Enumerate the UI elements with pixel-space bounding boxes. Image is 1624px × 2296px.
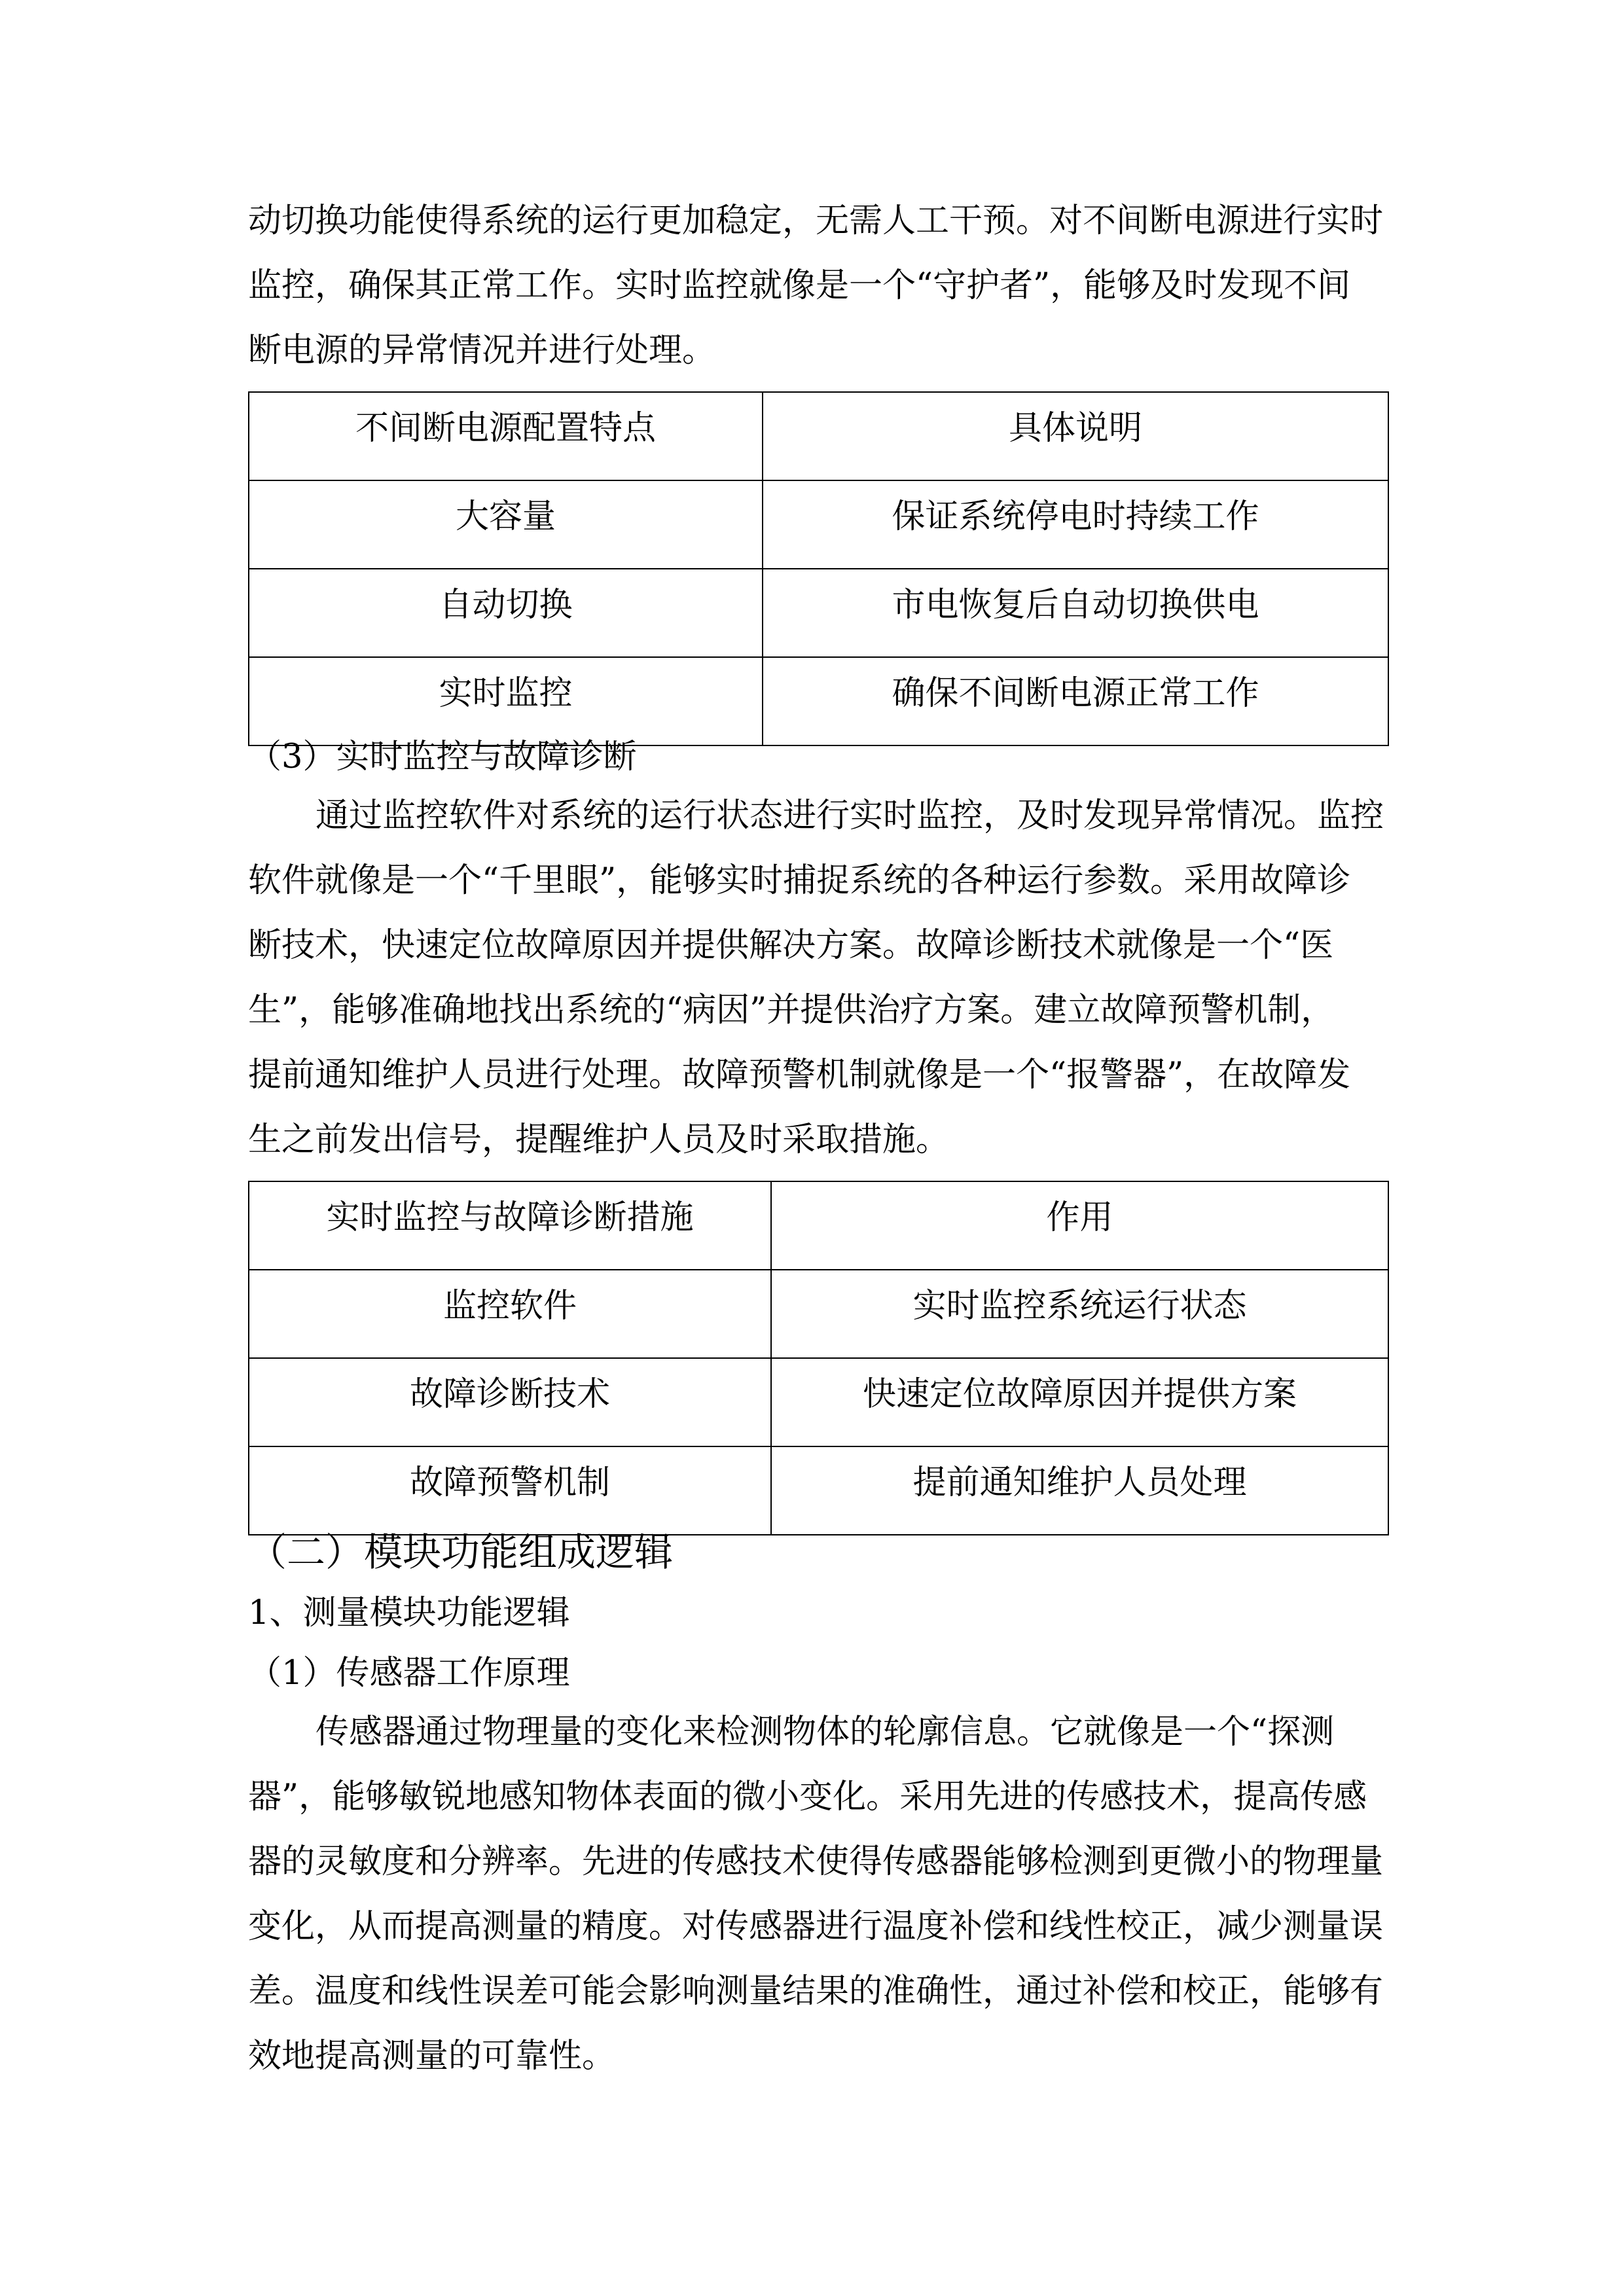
text-line: 传感器通过物理量的变化来检测物体的轮廓信息。它就像是一个“探测 (316, 1713, 1335, 1751)
text-line: 器的灵敏度和分辨率。先进的传感技术使得传感器能够检测到更微小的物理量 (248, 1842, 1384, 1881)
section-heading: （二）模块功能组成逻辑 (248, 1530, 674, 1575)
subsection-title: （1）传感器工作原理 (248, 1654, 570, 1693)
table-header-row (249, 1181, 1388, 1270)
table-cell: 实时监控 (249, 657, 763, 745)
table-header-cell: 作用 (771, 1181, 1388, 1270)
table-cell: 市电恢复后自动切换供电 (763, 569, 1388, 657)
table-cell: 自动切换 (249, 569, 763, 657)
table-header-row (249, 392, 1388, 480)
table-cell: 实时监控系统运行状态 (771, 1270, 1388, 1358)
table-header-cell: 具体说明 (763, 392, 1388, 480)
table-row (249, 1358, 1388, 1446)
table-cell: 监控软件 (249, 1270, 771, 1358)
ups-config-table (248, 391, 1389, 746)
text-line: 断技术，快速定位故障原因并提供解决方案。故障诊断技术就像是一个“医 (248, 926, 1334, 965)
table-cell: 故障预警机制 (249, 1446, 771, 1535)
section-title: （3）实时监控与故障诊断 (248, 738, 637, 776)
text-line: 差。温度和线性误差可能会影响测量结果的准确性，通过补偿和校正，能够有 (248, 1972, 1384, 2011)
text-line: 效地提高测量的可靠性。 (248, 2037, 616, 2075)
table-row (249, 1446, 1388, 1535)
text-line: 生之前发出信号，提醒维护人员及时采取措施。 (248, 1121, 950, 1159)
table-row (249, 569, 1388, 657)
subsection-heading: 1、测量模块功能逻辑 (248, 1594, 570, 1632)
text-line: 动切换功能使得系统的运行更加稳定，无需人工干预。对不间断电源进行实时 (248, 202, 1384, 240)
table-row (249, 480, 1388, 569)
monitoring-measures-table (248, 1181, 1389, 1535)
text-line: 器”，能够敏锐地感知物体表面的微小变化。采用先进的传感技术，提高传感 (248, 1778, 1367, 1816)
table-cell: 保证系统停电时持续工作 (763, 480, 1388, 569)
table-header-cell: 实时监控与故障诊断措施 (249, 1181, 771, 1270)
table-cell: 故障诊断技术 (249, 1358, 771, 1446)
text-line: 生”，能够准确地找出系统的“病因”并提供治疗方案。建立故障预警机制， (248, 991, 1335, 1030)
text-line: 变化，从而提高测量的精度。对传感器进行温度补偿和线性校正，减少测量误 (248, 1907, 1384, 1946)
table-cell: 大容量 (249, 480, 763, 569)
text-line: 断电源的异常情况并进行处理。 (248, 331, 716, 370)
table-row (249, 1270, 1388, 1358)
text-line: 提前通知维护人员进行处理。故障预警机制就像是一个“报警器”，在故障发 (248, 1056, 1351, 1094)
text-line: 通过监控软件对系统的运行状态进行实时监控，及时发现异常情况。监控 (316, 797, 1384, 835)
table-cell: 快速定位故障原因并提供方案 (771, 1358, 1388, 1446)
table-cell: 确保不间断电源正常工作 (763, 657, 1388, 745)
table-row (249, 657, 1388, 745)
text-line: 软件就像是一个“千里眼”，能够实时捕捉系统的各种运行参数。采用故障诊 (248, 861, 1351, 900)
table-cell: 提前通知维护人员处理 (771, 1446, 1388, 1535)
text-line: 监控，确保其正常工作。实时监控就像是一个“守护者”，能够及时发现不间 (248, 266, 1351, 305)
table-header-cell: 不间断电源配置特点 (249, 392, 763, 480)
